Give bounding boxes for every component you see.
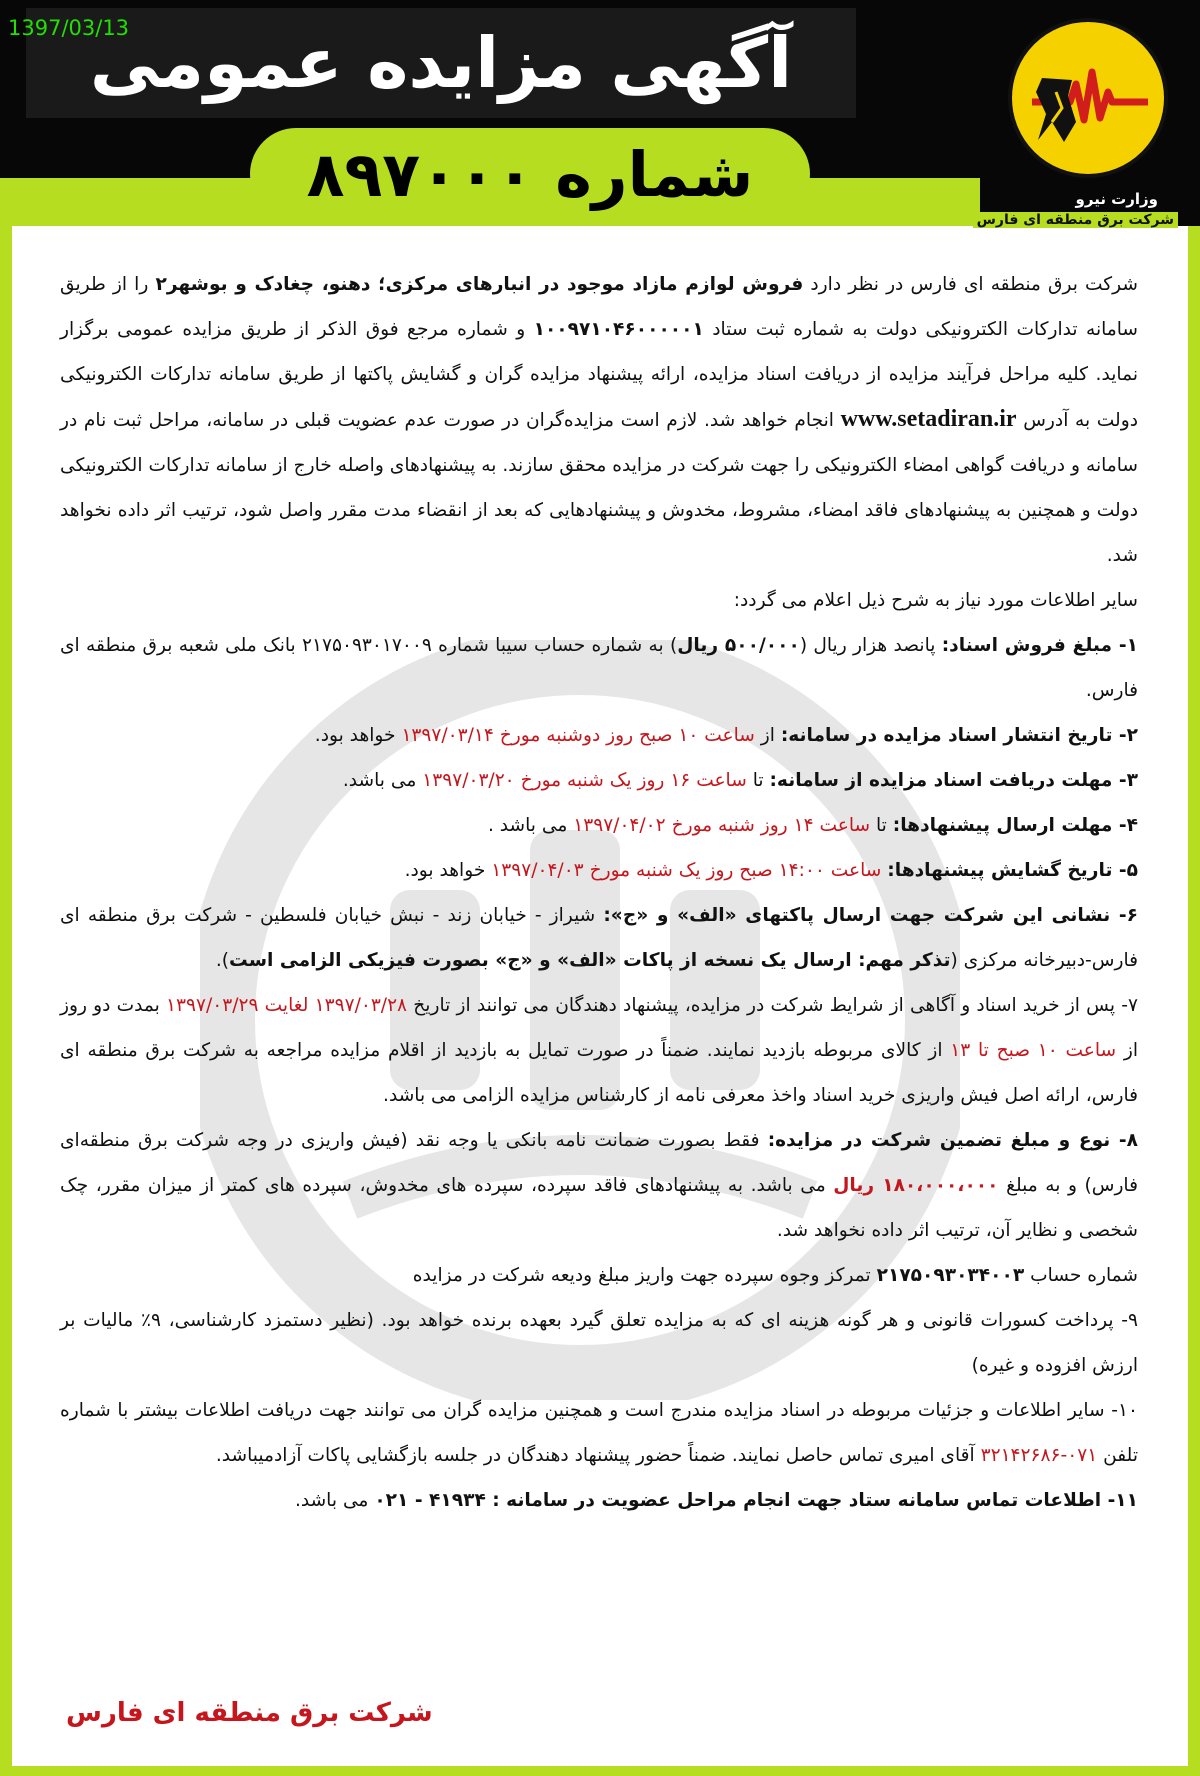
intro-text: شرکت برق منطقه ای فارس در نظر دارد <box>810 274 1138 295</box>
frame-bottom <box>0 1766 1200 1776</box>
item-10: ۱۰- سایر اطلاعات و جزئیات مربوطه در اسناد مزایده مندرج است و همچنین مزایده گران می توانند جهت دریافت اطلاعات بیشتر با شماره تلفن ۰۷۱-۳۲۱۴۲۶۸۶ آقای امیری تماس حاصل نمایند. ضمناً حضور پیشنهاد دهندگان در جلسه بازگشایی پاکات آزادمیباشد. <box>60 1400 1138 1466</box>
item-9: ۹- پرداخت کسورات قانونی و هر گونه هزینه ای که به مزایده تعلق گیرد بعهده برنده خواهد بود. (نظیر دستمزد کارشناسی، ۹٪ مالیات بر ارزش افزوده و غیره) <box>60 1310 1138 1376</box>
important-note: تذکر مهم: ارسال یک نسخه از پاکات «الف» و «ج» بصورت فیزیکی الزامی است <box>229 950 951 971</box>
item-5: ۵- تاریخ گشایش پیشنهادها: ساعت ۱۴:۰۰ صبح روز یک شنبه مورخ ۱۳۹۷/۰۴/۰۳ خواهد بود. <box>404 860 1138 881</box>
guarantee-amount: ۱۸۰،۰۰۰،۰۰۰ ریال <box>833 1175 999 1196</box>
setad-number: ۱۰۰۹۷۱۰۴۶۰۰۰۰۰۱ <box>533 319 704 340</box>
document-deadline: ساعت ۱۶ روز یک شنبه مورخ ۱۳۹۷/۰۳/۲۰ <box>422 770 747 791</box>
item-11: ۱۱- اطلاعات تماس سامانه ستاد جهت انجام مراحل عضویت در سامانه : ۴۱۹۳۴ - ۰۲۱ می باشد. <box>294 1490 1138 1511</box>
signature: شرکت برق منطقه ای فارس <box>66 1698 433 1728</box>
opening-date: ساعت ۱۴:۰۰ صبح روز یک شنبه مورخ ۱۳۹۷/۰۴/۰۳ <box>491 860 882 881</box>
item-7: ۷- پس از خرید اسناد و آگاهی از شرایط شرکت در مزایده، پیشنهاد دهندگان می توانند از تاریخ ۱۳۹۷/۰۳/۲۸ لغایت ۱۳۹۷/۰۳/۲۹ بمدت دو روز از ساعت ۱۰ صبح تا ۱۳ از کالای مربوطه بازدید نمایند. ضمناً در صورت تمایل به بازدید از اقلام مزایده مراجعه به شرکت برق منطقه ای فارس، ارائه اصل فیش واریزی خرید اسناد واخذ معرفی نامه از کارشناس مزایده الزامی می باشد. <box>60 995 1138 1106</box>
item-1: ۱- مبلغ فروش اسناد: پانصد هزار ریال (۵۰۰/۰۰۰ ریال) به شماره حساب سیبا شماره ۲۱۷۵۰۹۳۰۱۷۰۰۹ بانک ملی شعبه برق منطقه ای فارس. <box>60 635 1138 701</box>
phone-number: ۰۷۱-۳۲۱۴۲۶۸۶ <box>980 1445 1098 1466</box>
deposit-account-number: ۲۱۷۵۰۹۳۰۳۴۰۰۳ <box>876 1265 1025 1286</box>
company-name: شرکت برق منطقه ای فارس <box>973 212 1178 228</box>
ministry-name: وزارت نیرو <box>1075 190 1158 208</box>
intro-text-4: انجام خواهد شد. لازم است مزایده‌گران در صورت عدم عضویت قبلی در سامانه، مراحل ثبت نام در سامانه و دریافت گواهی امضاء الکترونیکی را جهت شرکت در مزایده محقق سازند. به پیشنهادهای واصله خارج از سامانه تدارکات الکترونیکی دولت و همچنین به پیشنهادهای فاقد امضاء، مشروط، مخدوش و پیشنهادهایی که بعد از انقضاء مدت مقرر واصل شود، ترتیب اثر داده نخواهد شد. <box>60 410 1138 566</box>
frame-left <box>0 0 12 1776</box>
page-title: آگهی مزایده عمومی <box>89 22 793 104</box>
bid-deadline: ساعت ۱۴ روز شنبه مورخ ۱۳۹۷/۰۴/۰۲ <box>573 815 871 836</box>
item-3: ۳- مهلت دریافت اسناد مزایده از سامانه: تا ساعت ۱۶ روز یک شنبه مورخ ۱۳۹۷/۰۳/۲۰ می باشد. <box>342 770 1138 791</box>
other-info: سایر اطلاعات مورد نیاز به شرح ذیل اعلام می گردد: <box>733 590 1138 611</box>
item-6: ۶- نشانی این شرکت جهت ارسال پاکتهای «الف» و «ج»: شیراز - خیابان زند - نبش خیابان فلسطین - شرکت برق منطقه ای فارس-دبیرخانه مرکزی (تذکر مهم: ارسال یک نسخه از پاکات «الف» و «ج» بصورت فیزیکی الزامی است). <box>60 905 1138 971</box>
document-price: ۵۰۰/۰۰۰ ریال <box>677 635 800 656</box>
notice-body <box>60 262 1138 1523</box>
header-banner <box>0 0 1200 226</box>
intro-subject: فروش لوازم مازاد موجود در انبارهای مرکزی؛ دهنو، چغادک و بوشهر۲ <box>155 274 804 295</box>
title-box <box>26 8 856 118</box>
account-line: شماره حساب ۲۱۷۵۰۹۳۰۳۴۰۰۳ تمرکز وجوه سپرده جهت واریز مبلغ ودیعه شرکت در مزایده <box>412 1265 1138 1286</box>
power-ministry-logo-icon <box>1008 18 1168 178</box>
visit-hours: ساعت ۱۰ صبح تا ۱۳ <box>950 1040 1117 1061</box>
item-2: ۲- تاریخ انتشار اسناد مزایده در سامانه: از ساعت ۱۰ صبح روز دوشنبه مورخ ۱۳۹۷/۰۳/۱۴ خواهد بود. <box>314 725 1138 746</box>
item-4: ۴- مهلت ارسال پیشنهادها: تا ساعت ۱۴ روز شنبه مورخ ۱۳۹۷/۰۴/۰۲ می باشد . <box>487 815 1138 836</box>
logo <box>976 10 1178 230</box>
auction-number: شماره ۸۹۷۰۰۰ <box>306 137 754 211</box>
visit-dates: ۱۳۹۷/۰۳/۲۸ لغایت ۱۳۹۷/۰۳/۲۹ <box>166 995 408 1016</box>
frame-right <box>1188 0 1200 1776</box>
intro-paragraph <box>60 262 1138 578</box>
item-8: ۸- نوع و مبلغ تضمین شرکت در مزایده: فقط بصورت ضمانت نامه بانکی یا وجه نقد (فیش واریزی در وجه شرکت برق منطقه‌ای فارس) و به مبلغ ۱۸۰،۰۰۰،۰۰۰ ریال می باشد. به پیشنهادهای فاقد سپرده، سپرده های مخدوش، سپرده های کمتر از میزان مقرر، چک شخصی و نظایر آن، ترتیب اثر داده نخواهد شد. <box>60 1130 1138 1241</box>
intro-text-2: را از طریق سامانه تدارکات الکترونیکی دولت به شماره ثبت ستاد <box>60 274 1138 340</box>
date-stamp: 1397/03/13 <box>8 16 130 40</box>
publish-date: ساعت ۱۰ صبح روز دوشنبه مورخ ۱۳۹۷/۰۳/۱۴ <box>401 725 755 746</box>
intro-text-3: و شماره مرجع فوق الذکر از طریق مزایده عمومی برگزار نماید. کلیه مراحل فرآیند مزایده از دریافت اسناد مزایده، ارائه پیشنهاد مزایده گران و گشایش پاکتها از طریق سامانه تدارکات الکترونیکی دولت به آدرس <box>60 319 1138 431</box>
auction-number-badge <box>250 128 810 220</box>
setad-url-link[interactable]: www.setadiran.ir <box>840 406 1017 432</box>
